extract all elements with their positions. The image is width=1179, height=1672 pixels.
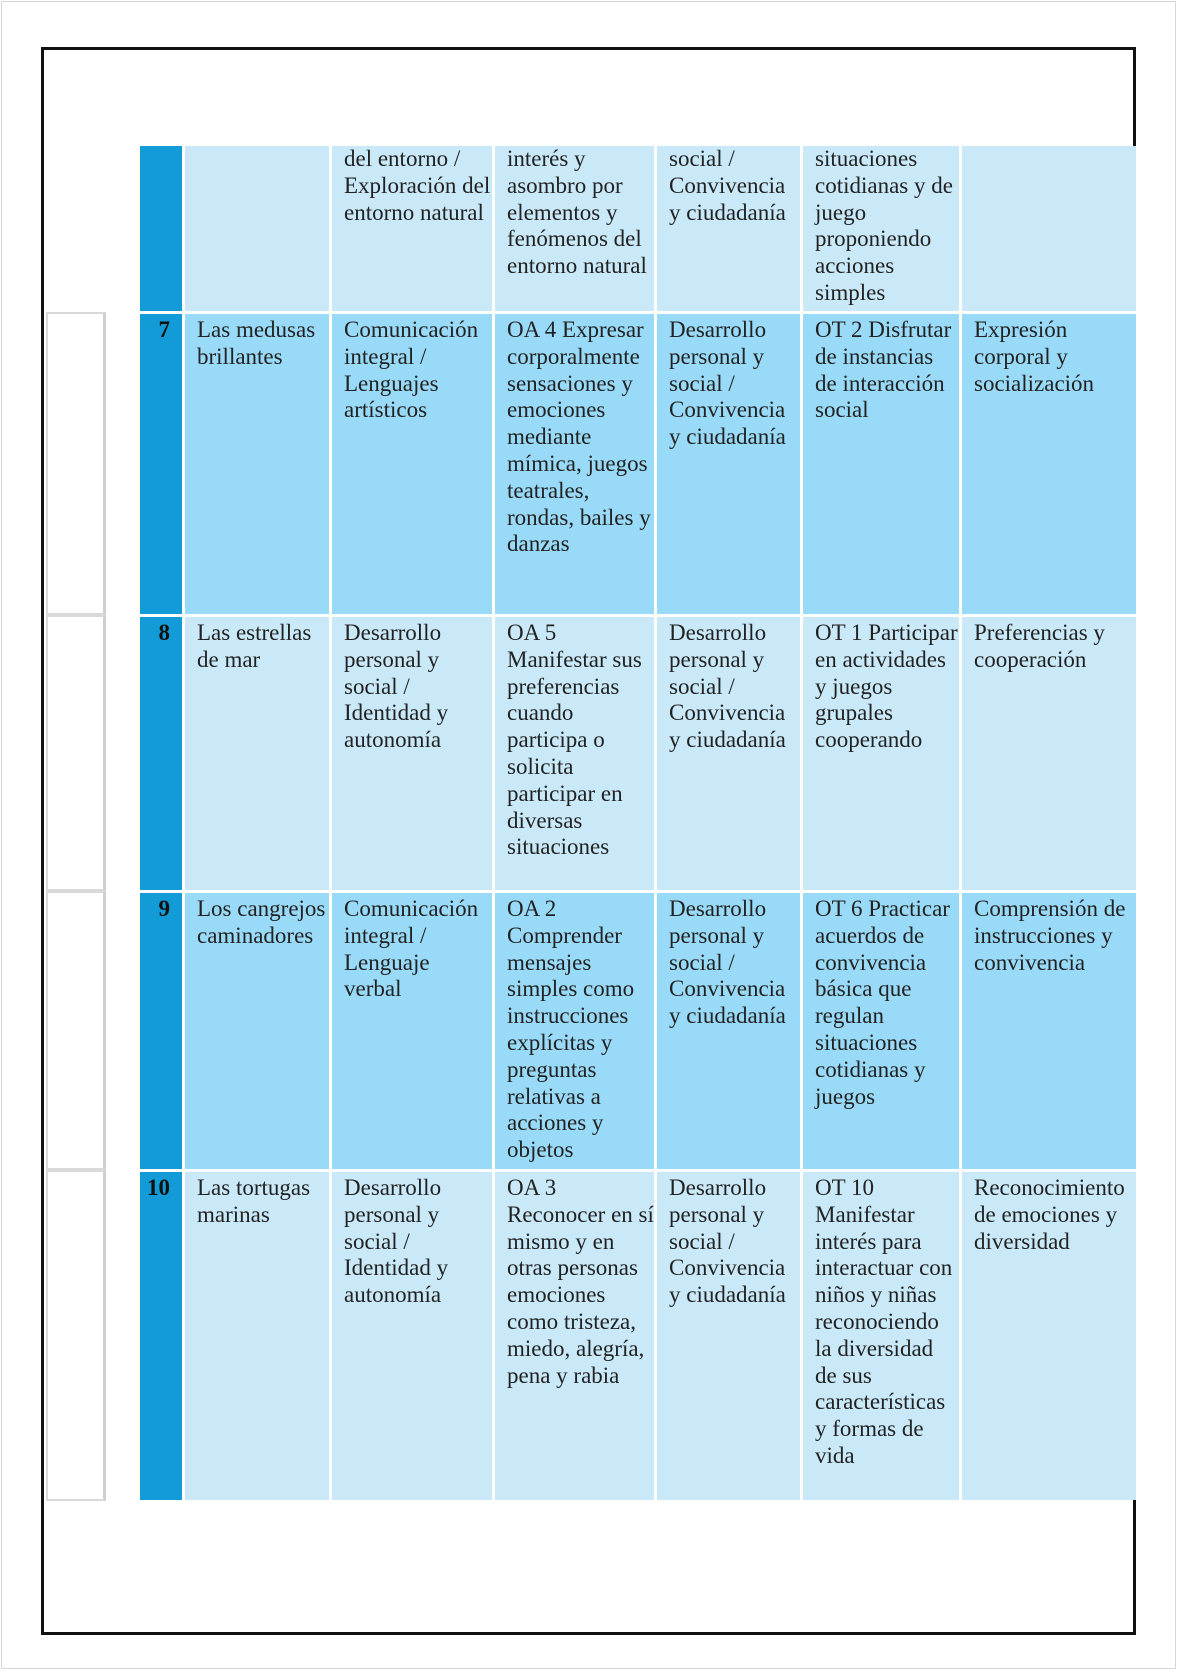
transversal-objective: OT 2 Disfrutar de instancias de interacción social — [803, 311, 959, 614]
learning-objective: interés y asombro por elementos y fenómenos del entorno natural — [495, 146, 654, 311]
table-row — [140, 146, 1136, 311]
transversal-objective: OT 10 Manifestar interés para interactuar con niños y niñas reconociendo la diversidad de sus características y formas de vida — [803, 1169, 959, 1500]
transversal-objective: OT 6 Practicar acuerdos de convivencia básica que regulan situaciones cotidianas y juegos — [803, 890, 959, 1169]
unit-name: Los cangrejos caminadores — [185, 890, 329, 1169]
transversal-area: Desarrollo personal y social / Convivencia y ciudadanía — [657, 1169, 800, 1500]
margin-box — [46, 891, 106, 1170]
row-number: 8 — [140, 614, 182, 890]
learning-area: Comunicación integral / Lenguaje verbal — [332, 890, 492, 1169]
transversal-objective: situaciones cotidianas y de juego proponiendo acciones simples — [803, 146, 959, 311]
focus: Preferencias y cooperación — [962, 614, 1136, 890]
transversal-area: social / Convivencia y ciudadanía — [657, 146, 800, 311]
table-row — [140, 890, 1136, 1169]
transversal-area: Desarrollo personal y social / Convivencia y ciudadanía — [657, 614, 800, 890]
table-row — [140, 1169, 1136, 1500]
learning-objective: OA 5 Manifestar sus preferencias cuando participa o solicita participar en diversas situaciones — [495, 614, 654, 890]
unit-name — [185, 146, 329, 311]
learning-area: Comunicación integral / Lenguajes artísticos — [332, 311, 492, 614]
unit-name: Las tortugas marinas — [185, 1169, 329, 1500]
table-row — [140, 311, 1136, 614]
focus: Expresión corporal y socialización — [962, 311, 1136, 614]
learning-objective: OA 3 Reconocer en sí mismo y en otras personas emociones como tristeza, miedo, alegría, pena y rabia — [495, 1169, 654, 1500]
transversal-objective: OT 1 Participar en actividades y juegos grupales cooperando — [803, 614, 959, 890]
unit-name: Las estrellas de mar — [185, 614, 329, 890]
margin-box — [46, 312, 106, 615]
unit-name: Las medusas brillantes — [185, 311, 329, 614]
margin-box — [46, 1170, 106, 1501]
row-number — [140, 146, 182, 311]
transversal-area: Desarrollo personal y social / Convivencia y ciudadanía — [657, 890, 800, 1169]
row-number: 10 — [140, 1169, 182, 1500]
learning-area: Desarrollo personal y social / Identidad y autonomía — [332, 1169, 492, 1500]
row-number: 7 — [140, 311, 182, 614]
transversal-area: Desarrollo personal y social / Convivencia y ciudadanía — [657, 311, 800, 614]
learning-objective: OA 4 Expresar corporalmente sensaciones y emociones mediante mímica, juegos teatrales, rondas, bailes y danzas — [495, 311, 654, 614]
table-row — [140, 614, 1136, 890]
learning-area: del entorno / Exploración del entorno natural — [332, 146, 492, 311]
focus: Reconocimiento de emociones y diversidad — [962, 1169, 1136, 1500]
learning-area: Desarrollo personal y social / Identidad y autonomía — [332, 614, 492, 890]
row-number: 9 — [140, 890, 182, 1169]
focus — [962, 146, 1136, 311]
margin-box — [46, 615, 106, 891]
focus: Comprensión de instrucciones y convivencia — [962, 890, 1136, 1169]
planning-table — [137, 146, 1139, 1500]
learning-objective: OA 2 Comprender mensajes simples como instrucciones explícitas y preguntas relativas a acciones y objetos — [495, 890, 654, 1169]
